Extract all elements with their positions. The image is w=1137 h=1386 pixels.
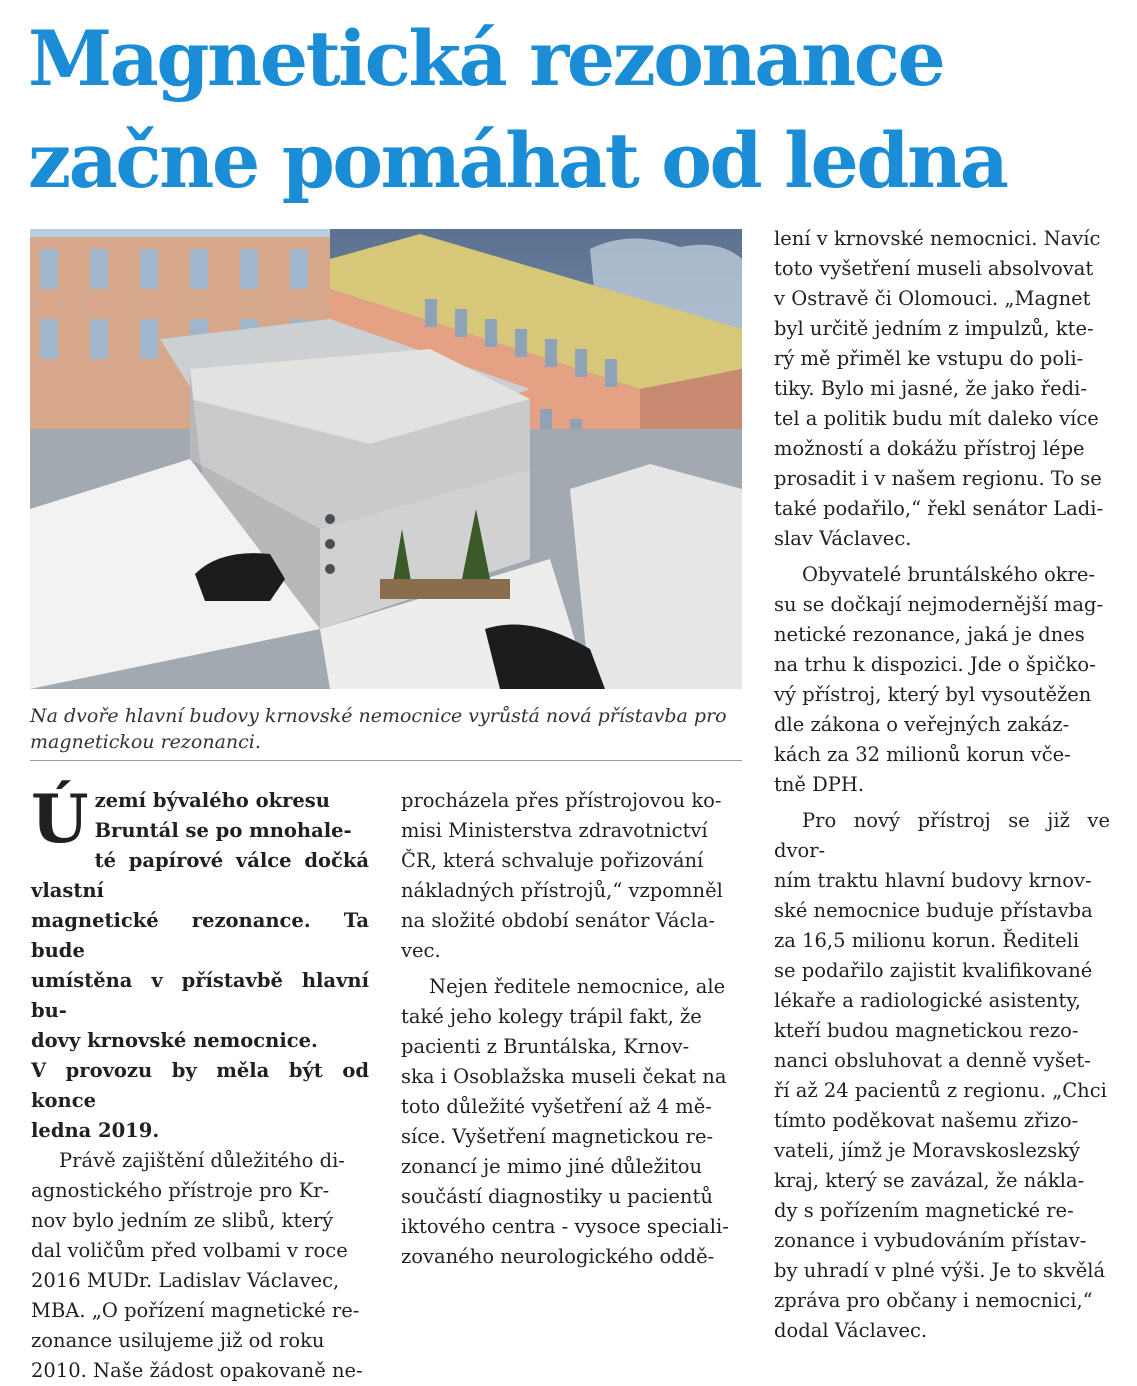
text-line: Bruntál se po mnohale- <box>94 819 352 842</box>
text-line: zonance i vybudováním přístav- <box>774 1229 1087 1252</box>
text-line: také podařilo,“ řekl senátor Ladi- <box>774 497 1104 520</box>
text-line: netické rezonance, jaká je dnes <box>774 623 1085 646</box>
text-line: nákladných přístrojů,“ vzpomněl <box>401 879 723 902</box>
article-paragraph-2-end <box>774 224 1110 554</box>
text-line: zovaného neurologického oddě- <box>401 1245 715 1268</box>
text-line: tiky. Bylo mi jasné, že jako ředi- <box>774 377 1087 400</box>
text-line: tel a politik budu mít daleko více <box>774 407 1099 430</box>
text-line: kteří budou magnetickou rezo- <box>774 1019 1079 1042</box>
article-paragraph-1-start <box>31 1146 369 1386</box>
text-line: ska i Osoblažska museli čekat na <box>401 1065 727 1088</box>
text-line: nanci obsluhovat a denně vyšet- <box>774 1049 1091 1072</box>
text-line: kách za 32 milionů korun vče- <box>774 743 1071 766</box>
text-line: Právě zajištění důležitého di- <box>59 1149 345 1172</box>
text-line: za 16,5 milionu korun. Řediteli <box>774 929 1080 952</box>
article-paragraph-1-end <box>401 786 741 966</box>
text-line: kraj, který se zavázal, že nákla- <box>774 1169 1085 1192</box>
text-line: iktového centra - vysoce speciali- <box>401 1215 729 1238</box>
text-line: Pro nový přístroj se již ve dvor- <box>774 809 1110 862</box>
text-line: možností a dokážu přístroj lépe <box>774 437 1085 460</box>
headline-line-2: začne pomáhat od ledna <box>28 116 1007 205</box>
text-line: Obyvatelé bruntálského okre- <box>802 563 1095 586</box>
text-line: ledna 2019. <box>31 1119 160 1142</box>
text-line: Nejen ředitele nemocnice, ale <box>429 975 726 998</box>
text-line: zpráva pro občany i nemocnici,“ <box>774 1289 1093 1312</box>
text-line: pacienti z Bruntálska, Krnov- <box>401 1035 690 1058</box>
text-line: zemí bývalého okresu <box>94 789 330 812</box>
text-line: by uhradí v plné výši. Je to skvělá <box>774 1259 1106 1282</box>
text-line: na trhu k dispozici. Jde o špičko- <box>774 653 1096 676</box>
caption-divider <box>30 760 742 761</box>
text-line: zonance usilujeme již od roku <box>31 1329 325 1352</box>
text-line: slav Václavec. <box>774 527 912 550</box>
text-line: MBA. „O pořízení magnetické re- <box>31 1299 360 1322</box>
text-line: V provozu by měla být od konce <box>31 1059 369 1112</box>
text-line: v Ostravě či Olomouci. „Magnet <box>774 287 1091 310</box>
text-line: su se dočkají nejmodernější mag- <box>774 593 1104 616</box>
article-paragraph-3 <box>774 560 1110 800</box>
text-line: ČR, která schvaluje pořizování <box>401 849 704 872</box>
text-line: toto důležité vyšetření až 4 mě- <box>401 1095 712 1118</box>
text-line: 2016 MUDr. Ladislav Václavec, <box>31 1269 340 1292</box>
text-line: součástí diagnostiky u pacientů <box>401 1185 713 1208</box>
text-line: síce. Vyšetření magnetickou re- <box>401 1125 714 1148</box>
text-line: misi Ministerstva zdravotnictví <box>401 819 708 842</box>
text-line: rý mě přiměl ke vstupu do poli- <box>774 347 1084 370</box>
text-line: toto vyšetření museli absolvovat <box>774 257 1094 280</box>
text-line: dal voličům před volbami v roce <box>31 1239 348 1262</box>
article-paragraph-4 <box>774 806 1110 1346</box>
photo-caption: Na dvoře hlavní budovy krnovské nemocnice vyrůstá nová přístavba pro magnetickou rezonanci. <box>30 705 727 753</box>
text-line: ské nemocnice buduje přístavba <box>774 899 1093 922</box>
article-paragraph-2-start <box>401 972 741 1272</box>
article-column-3 <box>774 224 1110 1346</box>
headline <box>28 8 1128 212</box>
text-line: na složité období senátor Václa- <box>401 909 715 932</box>
text-line: také jeho kolegy trápil fakt, že <box>401 1005 702 1028</box>
text-line: 2010. Naše žádost opakovaně ne- <box>31 1359 363 1382</box>
text-line: vateli, jímž je Moravskoslezský <box>774 1139 1081 1162</box>
text-line: tně DPH. <box>774 773 865 796</box>
text-line: procházela přes přístrojovou ko- <box>401 789 722 812</box>
text-line: dle zákona o veřejných zakáz- <box>774 713 1070 736</box>
text-line: vý přístroj, který byl vysoutěžen <box>774 683 1092 706</box>
article-lead <box>31 780 369 1146</box>
text-line: umístěna v přístavbě hlavní bu- <box>31 969 369 1022</box>
article-column-2 <box>401 786 741 1272</box>
text-line: magnetické rezonance. Ta bude <box>31 909 369 962</box>
article-column-1 <box>31 780 369 1386</box>
text-line: zonancí je mimo jiné důležitou <box>401 1155 703 1178</box>
headline-line-1: Magnetická rezonance <box>28 14 944 103</box>
text-line: ří až 24 pacientů z regionu. „Chci <box>774 1079 1107 1102</box>
text-line: se podařilo zajistit kvalifikované <box>774 959 1093 982</box>
text-line: tímto poděkovat našemu zřizo- <box>774 1109 1079 1132</box>
lead-dropcap: Ú <box>31 780 89 858</box>
text-line: vec. <box>401 939 441 962</box>
text-line: ním traktu hlavní budovy krnov- <box>774 869 1092 892</box>
building-rendering-image <box>30 229 742 689</box>
text-line: prosadit i v našem regionu. To se <box>774 467 1102 490</box>
text-line: agnostického přístroje pro Kr- <box>31 1179 330 1202</box>
text-line: byl určitě jedním z impulzů, kte- <box>774 317 1094 340</box>
text-line: té papírové válce dočká vlastní <box>31 849 369 902</box>
building-rendering-photo <box>30 229 742 689</box>
text-line: lení v krnovské nemocnici. Navíc <box>774 227 1101 250</box>
text-line: lékaře a radiologické asistenty, <box>774 989 1081 1012</box>
text-line: dovy krnovské nemocnice. <box>31 1029 318 1052</box>
text-line: nov bylo jedním ze slibů, který <box>31 1209 334 1232</box>
text-line: dodal Václavec. <box>774 1319 928 1342</box>
text-line: dy s pořízením magnetické re- <box>774 1199 1074 1222</box>
